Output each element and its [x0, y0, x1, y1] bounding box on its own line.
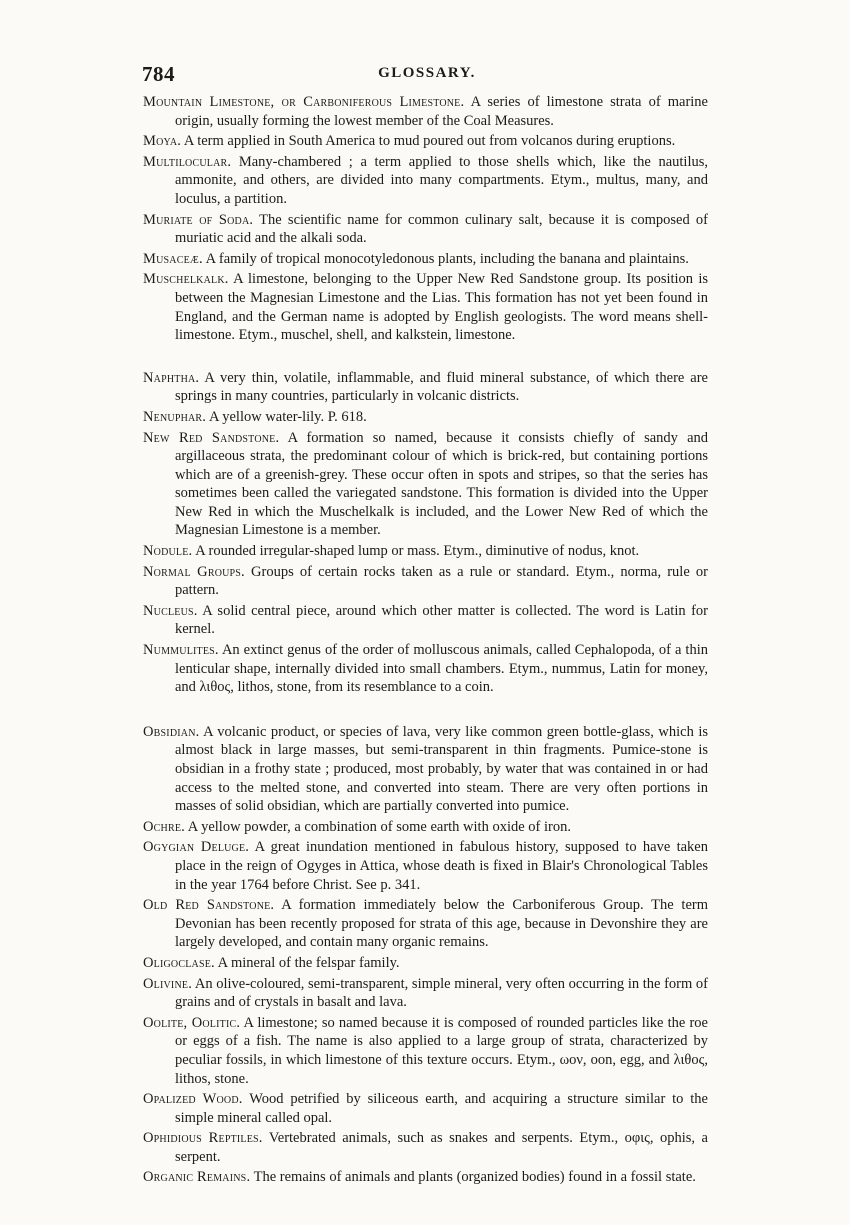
entry-text: A formation immediately below the Carboniferous Group. The term Devonian has been recently proposed for strata of this age, because in Devonshire they are largely developed, and contain many organic remains.: [175, 897, 708, 951]
glossary-entry: [143, 153, 708, 209]
entry-text: Vertebrated animals, such as snakes and serpents. Etym., οφις, ophis, a serpent.: [175, 1130, 708, 1165]
entry-term: Oligoclase.: [143, 954, 215, 971]
entry-term: New Red Sandstone.: [143, 429, 280, 446]
entry-text: A limestone; so named because it is composed of rounded particles like the roe or eggs of a fish. The name is also applied to a large group of strata, characterized by peculiar fossils, in which limestone of this texture occurs. Etym., ωον, oon, egg, and λιθος, lithos, stone.: [175, 1014, 708, 1087]
entry-term: Mountain Limestone, or Carboniferous Limestone.: [143, 94, 465, 110]
entry-text: The scientific name for common culinary salt, because it is composed of muriatic acid and the alkali soda.: [175, 211, 708, 247]
glossary-entry: [143, 1168, 708, 1187]
entry-term: Organic Remains.: [143, 1169, 251, 1186]
glossary-entry: [143, 563, 708, 600]
entry-term: Nodule.: [143, 543, 193, 560]
glossary-entry: [143, 602, 708, 639]
entry-text: A rounded irregular-shaped lump or mass. Etym., diminutive of nodus, knot.: [192, 543, 640, 560]
glossary-entry: [143, 369, 708, 406]
glossary-entry: [143, 954, 708, 973]
entry-text: A family of tropical monocotyledonous plants, including the banana and plaintains.: [202, 250, 689, 267]
section-gap: [143, 347, 708, 369]
entry-term: Nucleus.: [143, 602, 198, 619]
entry-text: A yellow powder, a combination of some earth with oxide of iron.: [184, 818, 571, 835]
entry-term: Muschelkalk.: [143, 271, 229, 288]
entry-text: A limestone, belonging to the Upper New Red Sandstone group. Its position is between the Magnesian Limestone and the Lias. This formation has not yet been found in England, and the German name is adopted by English geologists. The word means shell-limestone. Etym., muschel, shell, and kalkstein, limestone.: [175, 271, 708, 344]
entry-text: A yellow water-lily. P. 618.: [206, 408, 367, 425]
entry-text: The remains of animals and plants (organized bodies) found in a fossil state.: [250, 1169, 696, 1186]
entry-text: A great inundation mentioned in fabulous history, supposed to have taken place in the reign of Ogyges in Attica, whose death is fixed in Blair's Chronological Tables in the year 1764 before Christ. See p. 341.: [175, 839, 708, 893]
glossary-body: [143, 93, 708, 1189]
glossary-entry: [143, 211, 708, 248]
page-number: 784: [142, 62, 175, 86]
entry-text: A term applied in South America to mud poured out from volcanos during eruptions.: [181, 133, 676, 150]
entry-term: Oolite, Oolitic.: [143, 1014, 241, 1031]
entry-term: Moya.: [143, 133, 182, 150]
section-gap: [143, 699, 708, 723]
entry-term: Musaceæ.: [143, 250, 203, 267]
glossary-entry: [143, 818, 708, 837]
entry-text: A formation so named, because it consists chiefly of sandy and argillaceous strata, the predominant colour of which is brick-red, but containing portions which are of a greenish-grey. These occur often in spots and stripes, so that the series has sometimes been called the variegated sandstone. This formation is divided into the Upper New Red in which the Muschelkalk is included, and the Lower New Red of which the Magnesian Limestone is a member.: [175, 429, 709, 539]
glossary-entry: [143, 1014, 708, 1088]
entry-term: Olivine.: [143, 975, 193, 992]
entry-term: Normal Groups.: [143, 563, 245, 580]
glossary-entry: [143, 896, 708, 952]
entry-term: Obsidian.: [143, 723, 200, 740]
entry-text: An olive-coloured, semi-transparent, simple mineral, very often occurring in the form of grains and of crystals in basalt and lava.: [175, 975, 708, 1011]
glossary-entry: [143, 838, 708, 894]
entry-term: Opalized Wood.: [143, 1091, 243, 1108]
glossary-entry: [143, 723, 708, 816]
entry-text: A very thin, volatile, inflammable, and fluid mineral substance, of which there are springs in many countries, particularly in volcanic districts.: [175, 369, 708, 405]
entry-term: Ochre.: [143, 818, 185, 835]
entry-text: Many-chambered ; a term applied to those shells which, like the nautilus, ammonite, and others, are divided into many compartments. Etym., multus, many, and loculus, a partition.: [175, 153, 708, 207]
entry-term: Nummulites.: [143, 642, 219, 659]
entry-text: A solid central piece, around which other matter is collected. The word is Latin for kernel.: [175, 602, 708, 638]
entry-term: Ophidious Reptiles.: [143, 1130, 263, 1147]
entry-term: Nenuphar.: [143, 408, 207, 425]
page-header: [142, 62, 712, 86]
entry-text: A volcanic product, or species of lava, very like common green bottle-glass, which is almost black in large masses, but semi-transparent in thin fragments. Pumice-stone is obsidian in a frothy state ; produced, most probably, by water that was contained in or had access to the melted stone, and converted into steam. There are very often portions in masses of solid obsidian, which are partially converted into pumice.: [175, 723, 708, 815]
entry-text: A series of limestone strata of marine origin, usually forming the lowest member of the Coal Measures.: [175, 94, 708, 129]
glossary-entry: [143, 93, 708, 130]
entry-term: Naphtha.: [143, 369, 200, 386]
glossary-entry: [143, 975, 708, 1012]
entry-term: Ogygian Deluge.: [143, 839, 250, 856]
entry-text: A mineral of the felspar family.: [214, 954, 400, 971]
glossary-entry: [143, 270, 708, 344]
glossary-entry: [143, 1129, 708, 1166]
glossary-entry: [143, 250, 708, 269]
glossary-entry: [143, 542, 708, 561]
entry-term: Muriate of Soda.: [143, 211, 254, 228]
entry-text: An extinct genus of the order of molluscous animals, called Cephalopoda, of a thin lenticular shape, internally divided into small chambers. Etym., nummus, Latin for money, and λιθος, lithos, stone, from its resemblance to a coin.: [175, 642, 708, 696]
glossary-entry: [143, 408, 708, 427]
glossary-entry: [143, 132, 708, 151]
entry-text: Groups of certain rocks taken as a rule or standard. Etym., norma, rule or pattern.: [175, 563, 709, 599]
running-head: GLOSSARY.: [378, 65, 476, 81]
entry-term: Old Red Sandstone.: [143, 897, 275, 914]
glossary-entry: [143, 641, 708, 697]
glossary-entry: [143, 429, 708, 541]
entry-text: Wood petrified by siliceous earth, and acquiring a structure similar to the simple mineral called opal.: [175, 1091, 708, 1126]
entry-term: Multilocular.: [143, 153, 232, 170]
glossary-entry: [143, 1090, 708, 1127]
